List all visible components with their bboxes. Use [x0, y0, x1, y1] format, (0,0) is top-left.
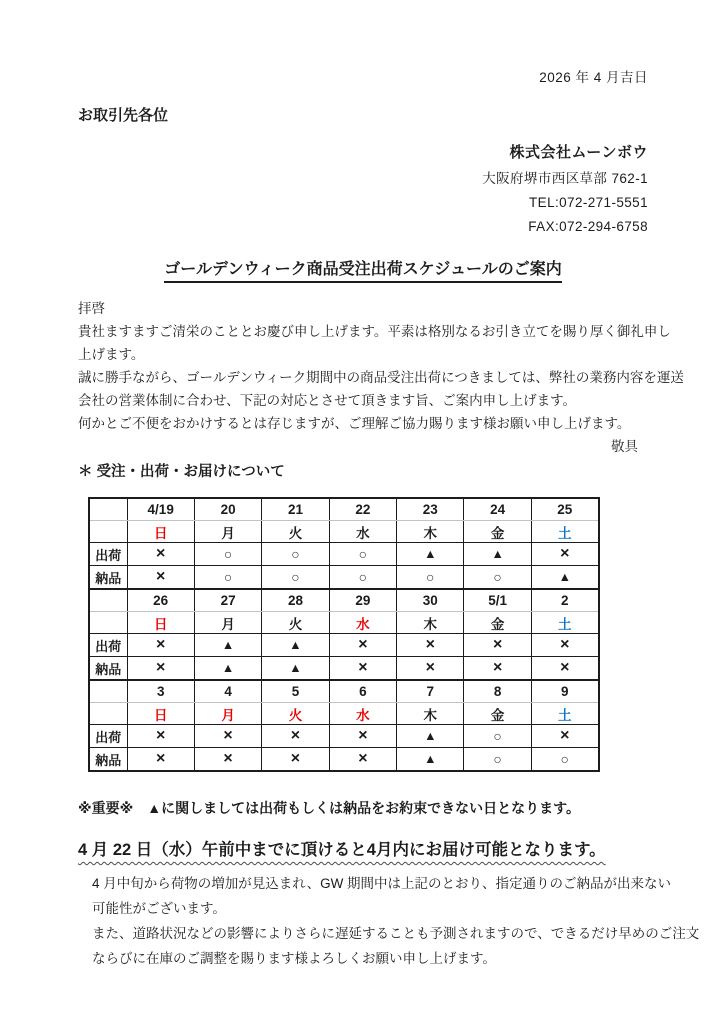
- deadline-note: [78, 838, 648, 862]
- weekday-cell: 水: [329, 521, 396, 543]
- ship-cell: ○: [464, 725, 531, 748]
- document-title-text: ゴールデンウィーク商品受注出荷スケジュールのご案内: [164, 261, 561, 283]
- date-cell: 23: [397, 498, 464, 521]
- body-line: 拝啓: [78, 301, 105, 316]
- deliver-cell: ○: [194, 566, 261, 590]
- date-cell: 6: [329, 680, 396, 703]
- ship-cell: ▲: [194, 634, 261, 657]
- date-cell: 25: [531, 498, 598, 521]
- date-cell: 4/19: [127, 498, 194, 521]
- weekday-cell: 火: [262, 612, 329, 634]
- weekday-cell: 火: [262, 521, 329, 543]
- deliver-cell: ×: [329, 657, 396, 681]
- ship-cell: ×: [127, 543, 194, 566]
- note-line: 可能性がございます。: [92, 901, 226, 916]
- deliver-cell: ×: [127, 657, 194, 681]
- ship-cell: ×: [127, 725, 194, 748]
- deliver-cell: ○: [262, 566, 329, 590]
- ship-cell: ×: [262, 725, 329, 748]
- corner-cell: [89, 612, 127, 634]
- deliver-cell: ×: [397, 657, 464, 681]
- ship-row: [89, 634, 599, 657]
- deliver-cell: ○: [329, 566, 396, 590]
- weekday-row: [89, 521, 599, 543]
- company-tel: TEL:072-271-5551: [529, 195, 648, 210]
- deliver-cell: ▲: [531, 566, 598, 590]
- ship-cell: ○: [262, 543, 329, 566]
- ship-cell: ×: [194, 725, 261, 748]
- deliver-row-label: 納品: [89, 748, 127, 772]
- deliver-row-label: 納品: [89, 657, 127, 681]
- corner-cell: [89, 589, 127, 612]
- ship-cell: ×: [127, 634, 194, 657]
- weekday-cell: 月: [194, 521, 261, 543]
- date-row: [89, 498, 599, 521]
- weekday-cell: 木: [397, 703, 464, 725]
- weekday-cell: 土: [531, 521, 598, 543]
- letter-body: [78, 297, 684, 458]
- corner-cell: [89, 703, 127, 725]
- ship-cell: ×: [397, 634, 464, 657]
- weekday-cell: 水: [329, 703, 396, 725]
- deliver-cell: ▲: [194, 657, 261, 681]
- important-note: ※重要※ ▲に関しましては出荷もしくは納品をお約束できない日となります。: [78, 800, 580, 816]
- deliver-cell: ×: [194, 748, 261, 772]
- date-cell: 2: [531, 589, 598, 612]
- deadline-note-text: 4 月 22 日（水）午前中までに頂けると4月内にお届け可能となります。: [78, 841, 606, 859]
- weekday-cell: 水: [329, 612, 396, 634]
- company-fax: FAX:072-294-6758: [528, 219, 648, 234]
- ship-cell: ×: [464, 634, 531, 657]
- weekday-cell: 金: [464, 703, 531, 725]
- deliver-cell: ○: [464, 748, 531, 772]
- ship-cell: ○: [194, 543, 261, 566]
- date-row: [89, 680, 599, 703]
- date-cell: 7: [397, 680, 464, 703]
- body-line: 貴社ますますご清栄のこととお慶び申し上げます。平素は格別なるお引き立てを賜り厚く御礼申し: [78, 324, 671, 339]
- deliver-cell: ○: [397, 566, 464, 590]
- ship-row-label: 出荷: [89, 634, 127, 657]
- schedule-table: [88, 497, 600, 772]
- note-line: また、道路状況などの影響によりさらに遅延することも予測されますので、できるだけ早めのご注文: [92, 926, 700, 941]
- corner-cell: [89, 498, 127, 521]
- weekday-cell: 木: [397, 521, 464, 543]
- sender-block: [78, 142, 648, 239]
- ship-row-label: 出荷: [89, 725, 127, 748]
- corner-cell: [89, 521, 127, 543]
- ship-row: [89, 725, 599, 748]
- closing-notes: [78, 871, 700, 971]
- ship-cell: ▲: [397, 543, 464, 566]
- body-line: 会社の営業体制に合わせ、下記の対応とさせて頂きます旨、ご案内申し上げます。: [78, 393, 577, 408]
- date-cell: 22: [329, 498, 396, 521]
- weekday-cell: 月: [194, 612, 261, 634]
- deliver-row-label: 納品: [89, 566, 127, 590]
- weekday-cell: 金: [464, 612, 531, 634]
- weekday-cell: 土: [531, 703, 598, 725]
- weekday-cell: 土: [531, 612, 598, 634]
- body-line: 何かとご不便をおかけするとは存じますが、ご理解ご協力賜ります様お願い申し上げます。: [78, 416, 631, 431]
- deliver-row: [89, 566, 599, 590]
- date-cell: 8: [464, 680, 531, 703]
- deliver-cell: ×: [262, 748, 329, 772]
- date-cell: 5/1: [464, 589, 531, 612]
- ship-cell: ▲: [464, 543, 531, 566]
- date-line: 2026 年 4 月吉日: [539, 70, 648, 85]
- date-row: [89, 589, 599, 612]
- corner-cell: [89, 680, 127, 703]
- deliver-cell: ○: [464, 566, 531, 590]
- section-heading: ＊ 受注・出荷・お届けについて: [78, 464, 285, 480]
- note-line: 4 月中旬から荷物の増加が見込まれ、GW 期間中は上記のとおり、指定通りのご納品が出来ない: [92, 876, 672, 891]
- schedule-table-body: [89, 498, 599, 771]
- document-title: [78, 259, 648, 281]
- date-cell: 9: [531, 680, 598, 703]
- body-line: 上げます。: [78, 347, 145, 362]
- body-line: 誠に勝手ながら、ゴールデンウィーク期間中の商品受注出荷につきましては、弊社の業務内容を運送: [78, 370, 684, 385]
- ship-cell: ▲: [262, 634, 329, 657]
- date-cell: 4: [194, 680, 261, 703]
- deliver-row: [89, 657, 599, 681]
- recipient: お取引先各位: [78, 107, 169, 124]
- date-cell: 24: [464, 498, 531, 521]
- date-cell: 21: [262, 498, 329, 521]
- deliver-row: [89, 748, 599, 772]
- ship-cell: ×: [531, 634, 598, 657]
- date-cell: 20: [194, 498, 261, 521]
- date-cell: 29: [329, 589, 396, 612]
- deliver-cell: ×: [464, 657, 531, 681]
- date-cell: 27: [194, 589, 261, 612]
- ship-cell: ▲: [397, 725, 464, 748]
- ship-cell: ×: [531, 543, 598, 566]
- deliver-cell: ×: [127, 566, 194, 590]
- company-address: 大阪府堺市西区草部 762-1: [482, 171, 648, 186]
- deliver-cell: ×: [531, 657, 598, 681]
- weekday-cell: 木: [397, 612, 464, 634]
- weekday-cell: 日: [127, 703, 194, 725]
- deliver-cell: ×: [127, 748, 194, 772]
- ship-cell: ×: [531, 725, 598, 748]
- deliver-cell: ▲: [397, 748, 464, 772]
- ship-row-label: 出荷: [89, 543, 127, 566]
- closing-word: 敬具: [611, 439, 638, 454]
- date-cell: 28: [262, 589, 329, 612]
- deliver-cell: ▲: [262, 657, 329, 681]
- deliver-cell: ○: [531, 748, 598, 772]
- weekday-cell: 月: [194, 703, 261, 725]
- weekday-row: [89, 703, 599, 725]
- date-cell: 26: [127, 589, 194, 612]
- date-cell: 5: [262, 680, 329, 703]
- ship-row: [89, 543, 599, 566]
- date-cell: 3: [127, 680, 194, 703]
- deliver-cell: ×: [329, 748, 396, 772]
- ship-cell: ×: [329, 725, 396, 748]
- weekday-row: [89, 612, 599, 634]
- weekday-cell: 日: [127, 521, 194, 543]
- note-line: ならびに在庫のご調整を賜ります様よろしくお願い申し上げます。: [92, 951, 496, 966]
- weekday-cell: 金: [464, 521, 531, 543]
- weekday-cell: 火: [262, 703, 329, 725]
- weekday-cell: 日: [127, 612, 194, 634]
- ship-cell: ×: [329, 634, 396, 657]
- ship-cell: ○: [329, 543, 396, 566]
- company-name: 株式会社ムーンボウ: [509, 144, 648, 161]
- date-cell: 30: [397, 589, 464, 612]
